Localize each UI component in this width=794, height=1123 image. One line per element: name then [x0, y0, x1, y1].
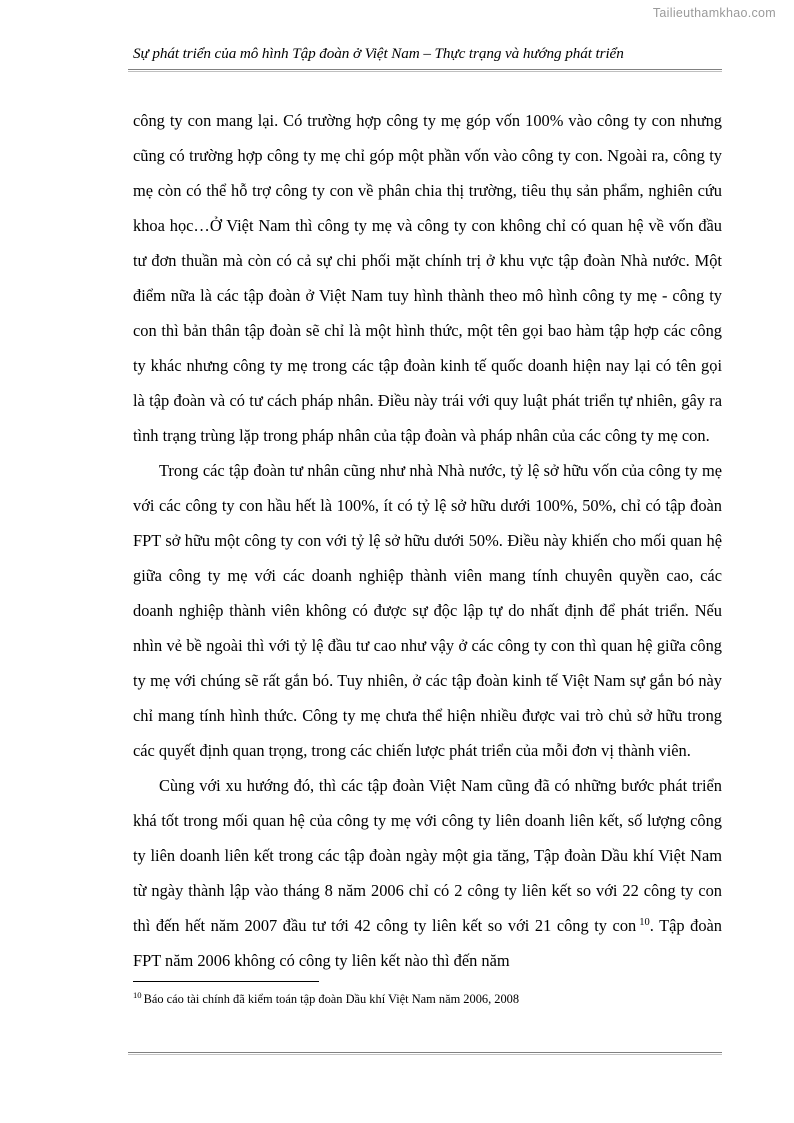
body-paragraph-3	[133, 768, 722, 978]
document-body	[133, 103, 722, 978]
body-paragraph-3-text-after-footnote: . Tập đoàn FPT năm 2006 không có công ty liên kết nào thì đến năm	[133, 916, 723, 970]
body-paragraph-2: Trong các tập đoàn tư nhân cũng như nhà Nhà nước, tỷ lệ sở hữu vốn của công ty mẹ với các công ty con hầu hết là 100%, ít có tỷ lệ sở hữu dưới 100%, 50%, chỉ có tập đoàn FPT sở hữu một công ty con với tỷ lệ sở hữu dưới 50%. Điều này khiến cho mối quan hệ giữa công ty mẹ với các doanh nghiệp thành viên mang tính chuyên quyền cao, các doanh nghiệp thành viên không có được sự độc lập tự do nhất định để phát triển. Nếu nhìn vẻ bề ngoài thì với tỷ lệ đầu tư cao như vậy ở các công ty con thì quan hệ giữa công ty mẹ với chúng sẽ rất gắn bó. Tuy nhiên, ở các tập đoàn kinh tế Việt Nam sự gắn bó này chỉ mang tính hình thức. Công ty mẹ chưa thể hiện nhiều được vai trò chủ sở hữu trong các quyết định quan trọng, trong các chiến lược phát triển của mỗi đơn vị thành viên.	[133, 461, 722, 760]
footnote-marker-10: 10	[133, 989, 142, 1000]
running-header-title: Sự phát triển của mô hình Tập đoàn ở Việt Nam – Thực trạng và hướng phát triển	[133, 45, 624, 62]
footnote-separator	[133, 981, 319, 982]
body-paragraph-1: công ty con mang lại. Có trường hợp công ty mẹ góp vốn 100% vào công ty con nhưng cũng có trường hợp công ty mẹ chỉ góp một phần vốn vào công ty con. Ngoài ra, công ty mẹ còn có thể hỗ trợ công ty con về phân chia thị trường, tiêu thụ sản phẩm, nghiên cứu khoa học…Ở Việt Nam thì công ty mẹ và công ty con không chỉ có quan hệ về vốn đầu tư đơn thuần mà còn có cả sự chi phối mặt chính trị ở khu vực tập đoàn Nhà nước. Một điểm nữa là các tập đoàn ở Việt Nam tuy hình thành theo mô hình công ty mẹ - công ty con thì bản thân tập đoàn sẽ chỉ là một hình thức, một tên gọi bao hàm tập hợp các công ty khác nhưng công ty mẹ trong các tập đoàn kinh tế quốc doanh hiện nay lại có tên gọi là tập đoàn và có tư cách pháp nhân. Điều này trái với quy luật phát triển tự nhiên, gây ra tình trạng trùng lặp trong pháp nhân của tập đoàn và pháp nhân của các công ty mẹ con.	[133, 111, 722, 445]
body-paragraph-3-text-before-footnote: Cùng với xu hướng đó, thì các tập đoàn Việt Nam cũng đã có những bước phát triển khá tốt trong mối quan hệ của công ty mẹ với công ty liên doanh liên kết, số lượng công ty liên doanh liên kết trong các tập đoàn ngày một gia tăng, Tập đoàn Dầu khí Việt Nam từ ngày thành lập vào tháng 8 năm 2006 chỉ có 2 công ty liên kết so với 22 công ty con thì đến hết năm 2007 đầu tư tới 42 công ty liên kết so với 21 công ty con	[133, 776, 722, 935]
site-watermark: Tailieuthamkhao.com	[652, 6, 776, 20]
footer-divider	[128, 1052, 722, 1055]
header-divider	[128, 69, 722, 72]
running-header	[133, 44, 722, 63]
footnote-entry-text: Báo cáo tài chính đã kiểm toán tập đoàn Dầu khí Việt Nam năm 2006, 2008	[143, 992, 520, 1006]
footnote-reference-10[interactable]: 10	[639, 916, 650, 928]
footnote-area	[133, 981, 722, 1008]
footnote-entry	[133, 991, 722, 1008]
